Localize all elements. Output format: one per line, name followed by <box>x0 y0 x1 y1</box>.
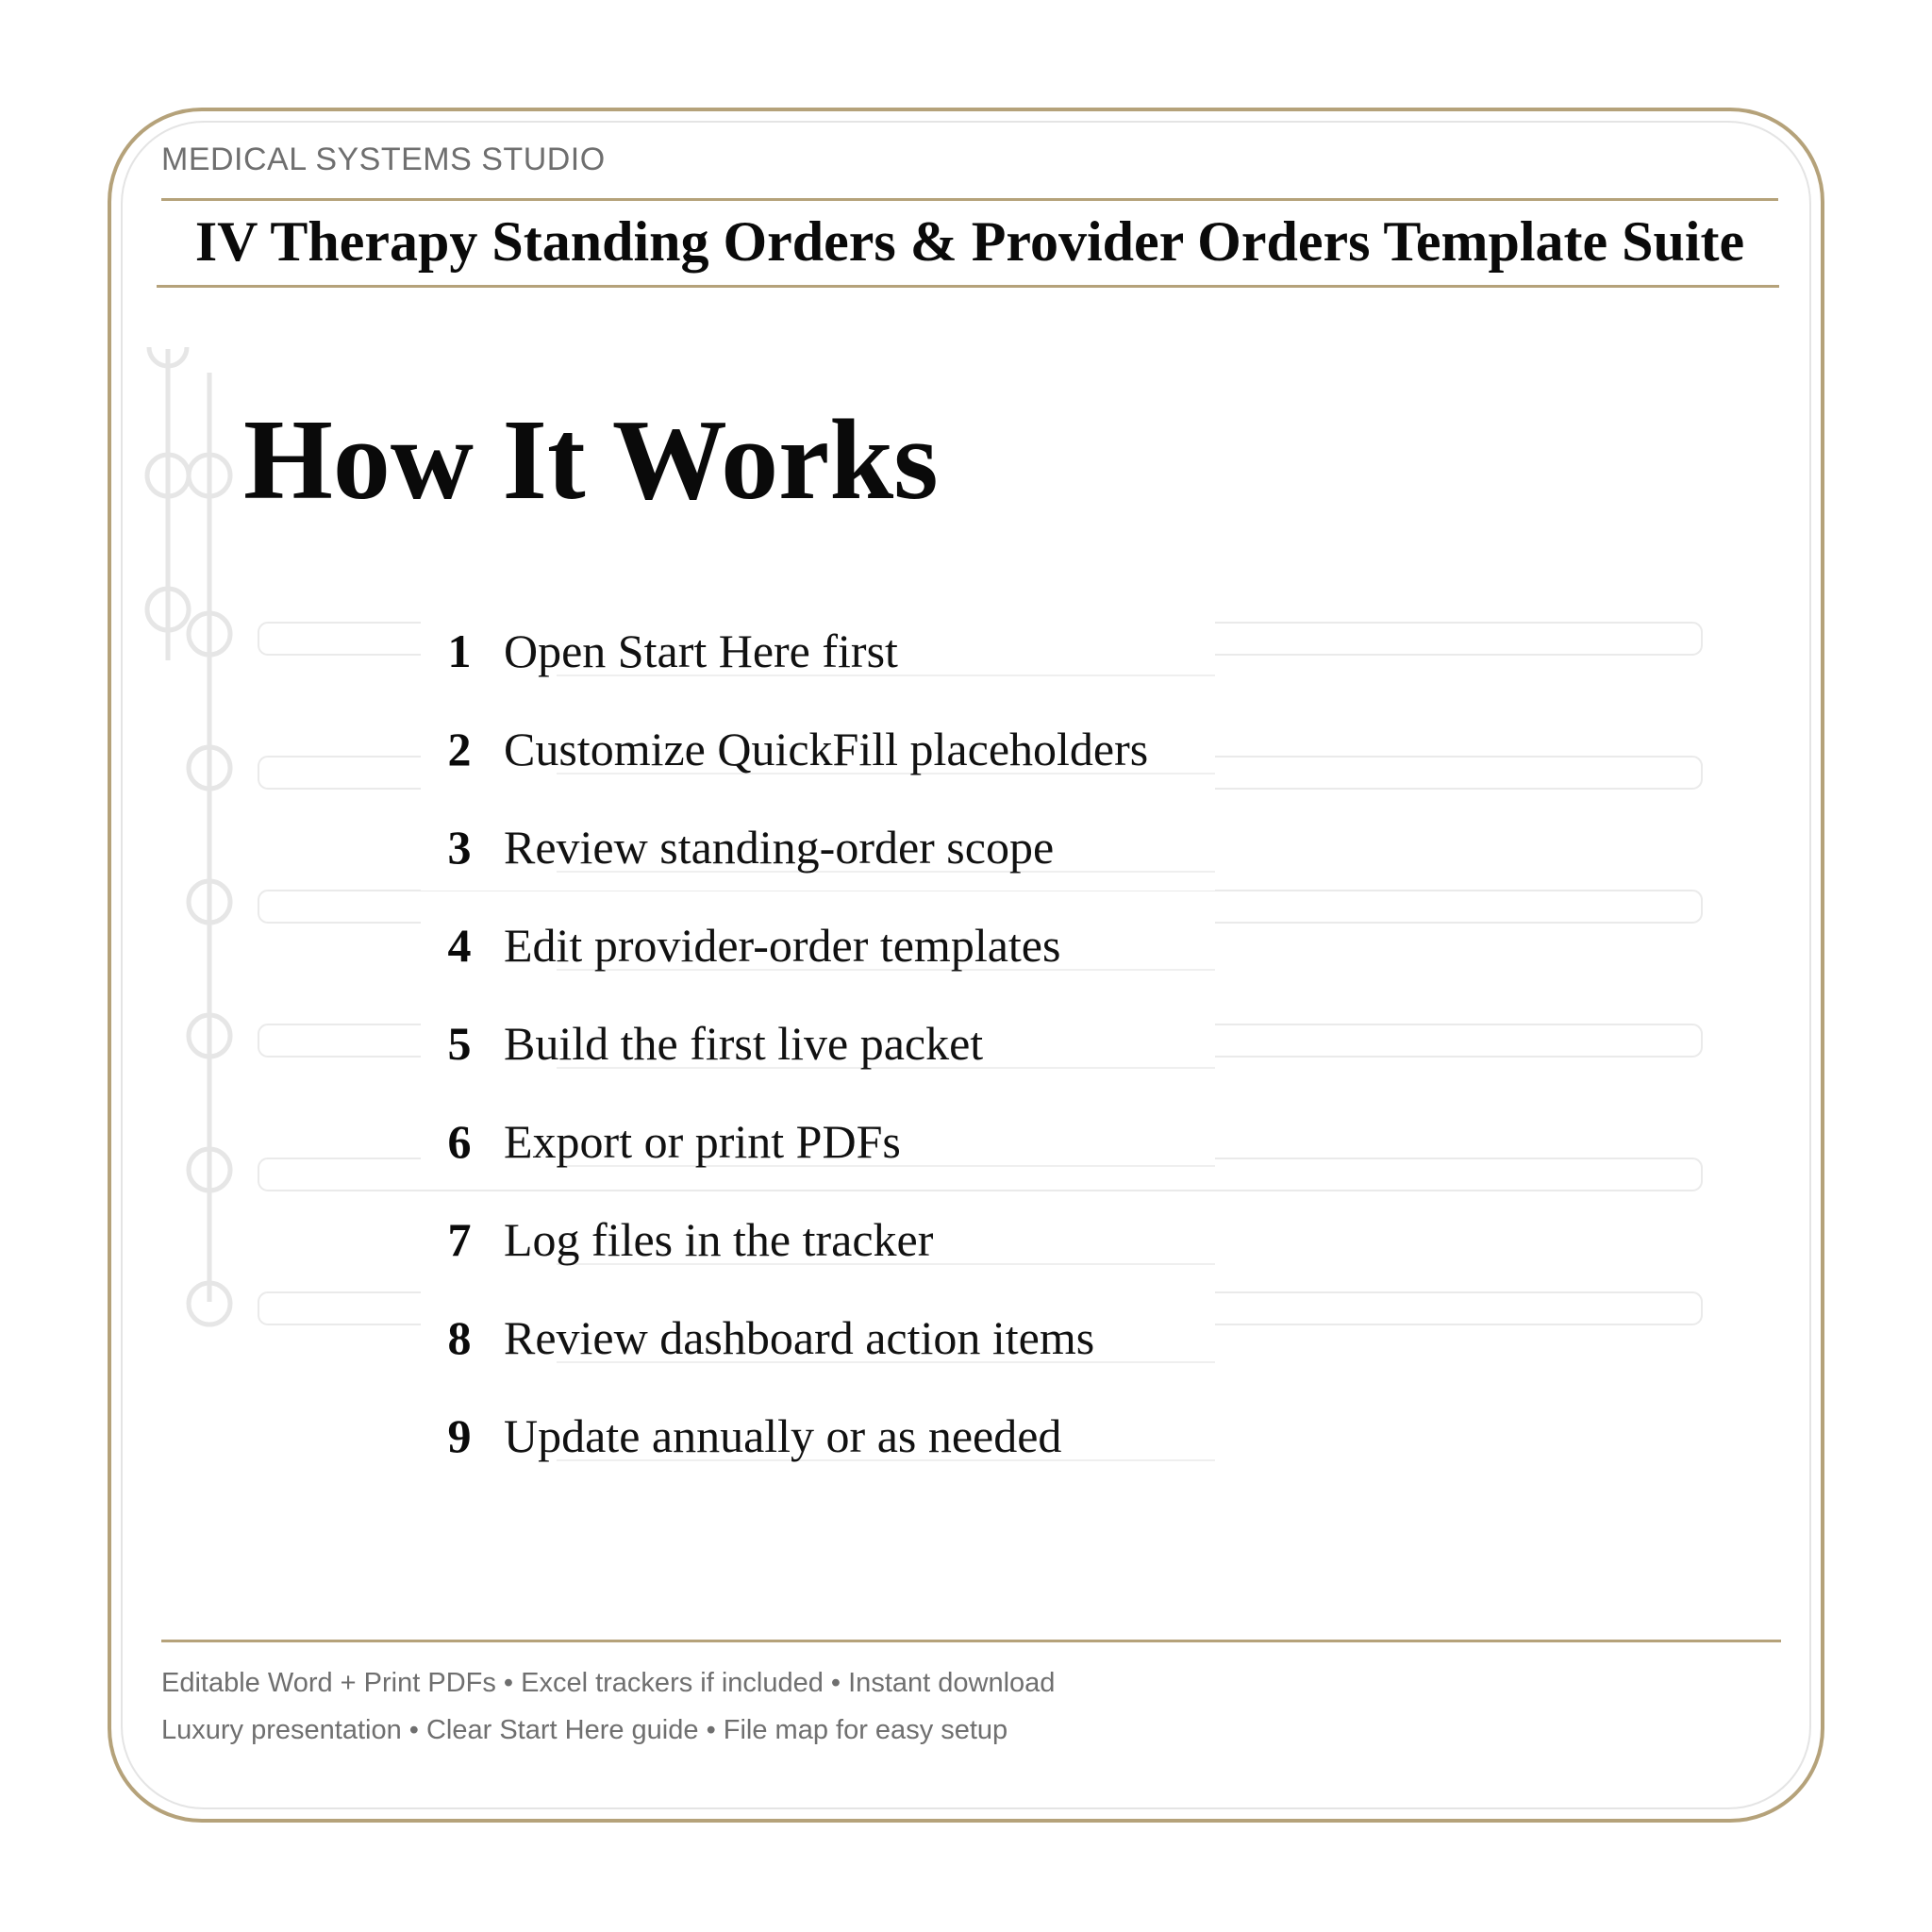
step-item <box>415 618 898 684</box>
step-item <box>415 814 1054 880</box>
step-number: 8 <box>447 1311 472 1364</box>
step-label: Review dashboard action items <box>504 1311 1095 1364</box>
step-item <box>415 1403 1061 1469</box>
step-item <box>415 1010 983 1076</box>
step-number: 3 <box>447 821 472 874</box>
footer-rule <box>161 1640 1781 1642</box>
step-number: 1 <box>447 625 472 677</box>
step-item <box>415 912 1060 978</box>
step-label: Update annually or as needed <box>504 1409 1062 1462</box>
step-number: 2 <box>447 723 472 775</box>
section-heading: How It Works <box>243 396 939 524</box>
step-item <box>415 716 1148 782</box>
step-label: Customize QuickFill placeholders <box>504 723 1149 775</box>
step-label: Review standing-order scope <box>504 821 1055 874</box>
footer-features: Editable Word + Print PDFs • Excel trackers if included • Instant download <box>161 1668 1056 1698</box>
footer-highlights: Luxury presentation • Clear Start Here guide • File map for easy setup <box>161 1715 1008 1745</box>
step-label: Log files in the tracker <box>504 1213 934 1266</box>
step-item <box>415 1108 901 1174</box>
step-label: Export or print PDFs <box>504 1115 901 1168</box>
step-label: Build the first live packet <box>504 1017 984 1070</box>
step-label: Open Start Here first <box>504 625 898 677</box>
step-number: 4 <box>447 919 472 972</box>
product-title: IV Therapy Standing Orders & Provider Orders Template Suite <box>194 210 1745 273</box>
step-number: 6 <box>447 1115 472 1168</box>
step-number: 5 <box>447 1017 472 1070</box>
step-item <box>415 1207 933 1273</box>
step-label: Edit provider-order templates <box>504 919 1061 972</box>
step-number: 9 <box>447 1409 472 1462</box>
step-item <box>415 1305 1094 1371</box>
step-number: 7 <box>447 1213 472 1266</box>
brand-name: MEDICAL SYSTEMS STUDIO <box>161 142 606 177</box>
